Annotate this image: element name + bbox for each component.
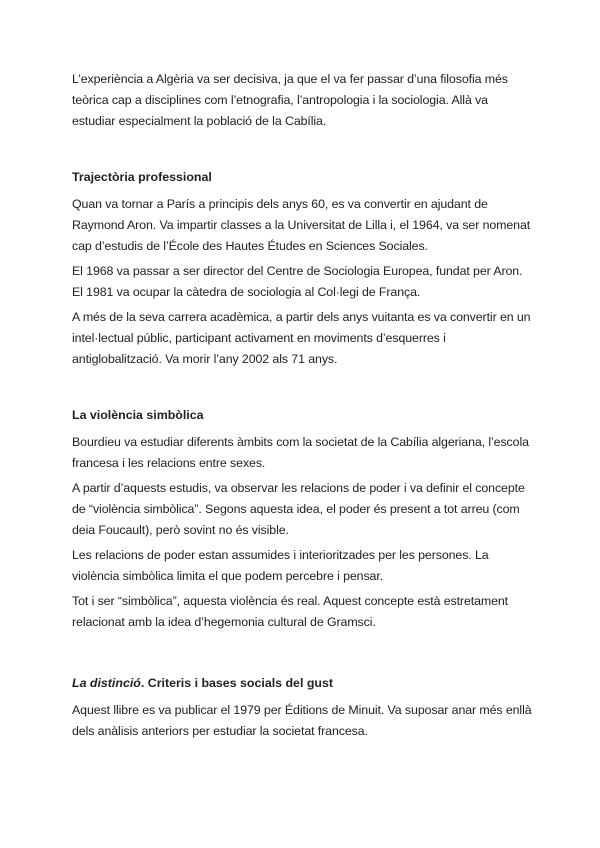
section-heading-professional-career: Trajectòria professional	[72, 170, 212, 184]
paragraph: A partir d’aquests estudis, va observar les relacions de poder i va definir el concepte de “violència simbòlica”. Segons aquesta idea, el poder és present a tot arreu (com deia Foucault), però sovint no és visible.	[72, 481, 525, 537]
section-heading-distinction	[72, 674, 532, 692]
paragraph: Tot i ser “simbòlica”, aquesta violència és real. Aquest concepte està estretament relacionat amb la idea d’hegemonia cultural de Gramsci.	[72, 594, 509, 629]
paragraph: Quan va tornar a París a principis dels anys 60, es va convertir en ajudant de Raymond Aron. Va impartir classes a la Universitat de Lilla i, el 1964, va ser nomenat cap d’estudis de l’École des Hautes Études en Sciences Sociales.	[72, 197, 531, 253]
heading-subtitle: . Criteris i bases socials del gust	[140, 676, 333, 690]
section-heading-symbolic-violence: La violència simbòlica	[72, 408, 204, 422]
book-title: La distinció	[72, 676, 141, 690]
paragraph: Bourdieu va estudiar diferents àmbits com la societat de la Cabília algeriana, l’escola francesa i les relacions entre sexes.	[72, 435, 529, 470]
intro-paragraph: L’experiència a Algèria va ser decisiva, ja que el va fer passar d’una filosofia més teòrica cap a disciplines com l’etnografia, l’antropologia i la sociologia. Allà va estudiar especialment la població de la Cabília.	[72, 72, 508, 128]
paragraph: A més de la seva carrera acadèmica, a partir dels anys vuitanta es va convertir en un intel·lectual públic, participant activament en moviments d’esquerres i antiglobalització. Va morir l’any 2002 als 71 anys.	[72, 310, 531, 366]
paragraph: Les relacions de poder estan assumides i interioritzades per les persones. La violència simbòlica limita el que podem percebre i pensar.	[72, 548, 489, 583]
paragraph: Aquest llibre es va publicar el 1979 per Éditions de Minuit. Va suposar anar més enllà dels anàlisis anteriors per estudiar la societat francesa.	[72, 703, 532, 738]
paragraph: El 1968 va passar a ser director del Centre de Sociologia Europea, fundat per Aron. El 1981 va ocupar la càtedra de sociologia al Col·legi de França.	[72, 264, 523, 299]
